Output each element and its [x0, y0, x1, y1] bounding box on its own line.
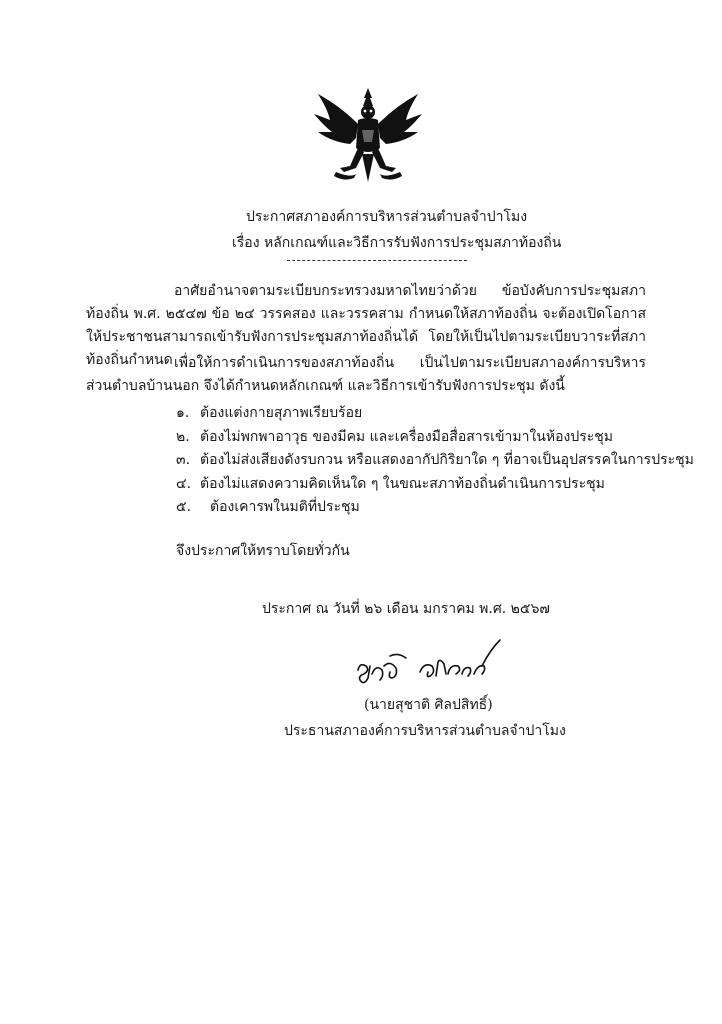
announcement-subject: เรื่อง หลักเกณฑ์และวิธีการรับฟังการประชุมสภาท้องถิ่น — [232, 235, 562, 251]
list-item — [176, 496, 694, 520]
body-paragraph-purpose: เพื่อให้การดำเนินการของสภาท้องถิ่น เป็นไปตามระเบียบสภาองค์การบริหารส่วนตำบลบ้านนอก จึงได้กำหนดหลักเกณฑ์ และวิธีการเข้ารับฟังการประชุม ดังนี้ — [86, 355, 646, 394]
list-item-number: ๓. — [176, 452, 191, 468]
signer-name: (นายสุชาติ ศิลปสิทธิ์) — [364, 697, 493, 713]
garuda-emblem-icon — [310, 86, 426, 190]
list-item — [176, 402, 694, 426]
list-item-text: ต้องเคารพในมติที่ประชุม — [210, 499, 360, 515]
list-item-text: ต้องแต่งกายสุภาพเรียบร้อย — [200, 405, 363, 421]
rules-list — [176, 402, 694, 520]
list-item-number: ๒. — [176, 428, 190, 445]
list-item-number: ๔. — [176, 475, 192, 492]
body-paragraph-authority: อาศัยอำนาจตามระเบียบกระทรวงมหาดไทยว่าด้วย ข้อบังคับการประชุมสภาท้องถิ่น พ.ศ. ๒๕๔๗ ข้อ ๒๔ วรรคสอง และวรรคสาม กำหนดให้สภาท้องถิ่น จะต้องเปิดโอกาสให้ประชาชนสามารถเข้ารับฟังการประชุมสภาท้องถิ่นได้ โดยให้เป็นไปตามระเบียบวาระที่สภาท้องถิ่นกำหนด — [86, 283, 646, 368]
announcement-date: ประกาศ ณ วันที่ ๒๖ เดือน มกราคม พ.ศ. ๒๕๖๗ — [262, 601, 550, 617]
handwritten-signature — [350, 636, 510, 692]
list-item — [176, 473, 694, 497]
list-item — [176, 449, 694, 473]
list-item-text: ต้องไม่ส่งเสียงดังรบกวน หรือแสดงอากัปกิริยาใด ๆ ที่อาจเป็นอุปสรรคในการประชุม — [200, 452, 694, 468]
list-item-text: ต้องไม่พกพาอาวุธ ของมีคม และเครื่องมือสื่อสารเข้ามาในห้องประชุม — [200, 428, 614, 445]
list-item-text: ต้องไม่แสดงความคิดเห็นใด ๆ ในขณะสภาท้องถิ่นดำเนินการประชุม — [200, 475, 605, 492]
list-item-number: ๑. — [176, 405, 190, 421]
signer-position: ประธานสภาองค์การบริหารส่วนตำบลจำปาโมง — [284, 723, 566, 739]
closing-statement: จึงประกาศให้ทราบโดยทั่วกัน — [176, 543, 350, 559]
list-item-number: ๕. — [176, 499, 192, 515]
announcement-title: ประกาศสภาองค์การบริหารส่วนตำบลจำปาโมง — [246, 209, 528, 225]
list-item — [176, 426, 694, 450]
title-separator — [287, 260, 467, 261]
